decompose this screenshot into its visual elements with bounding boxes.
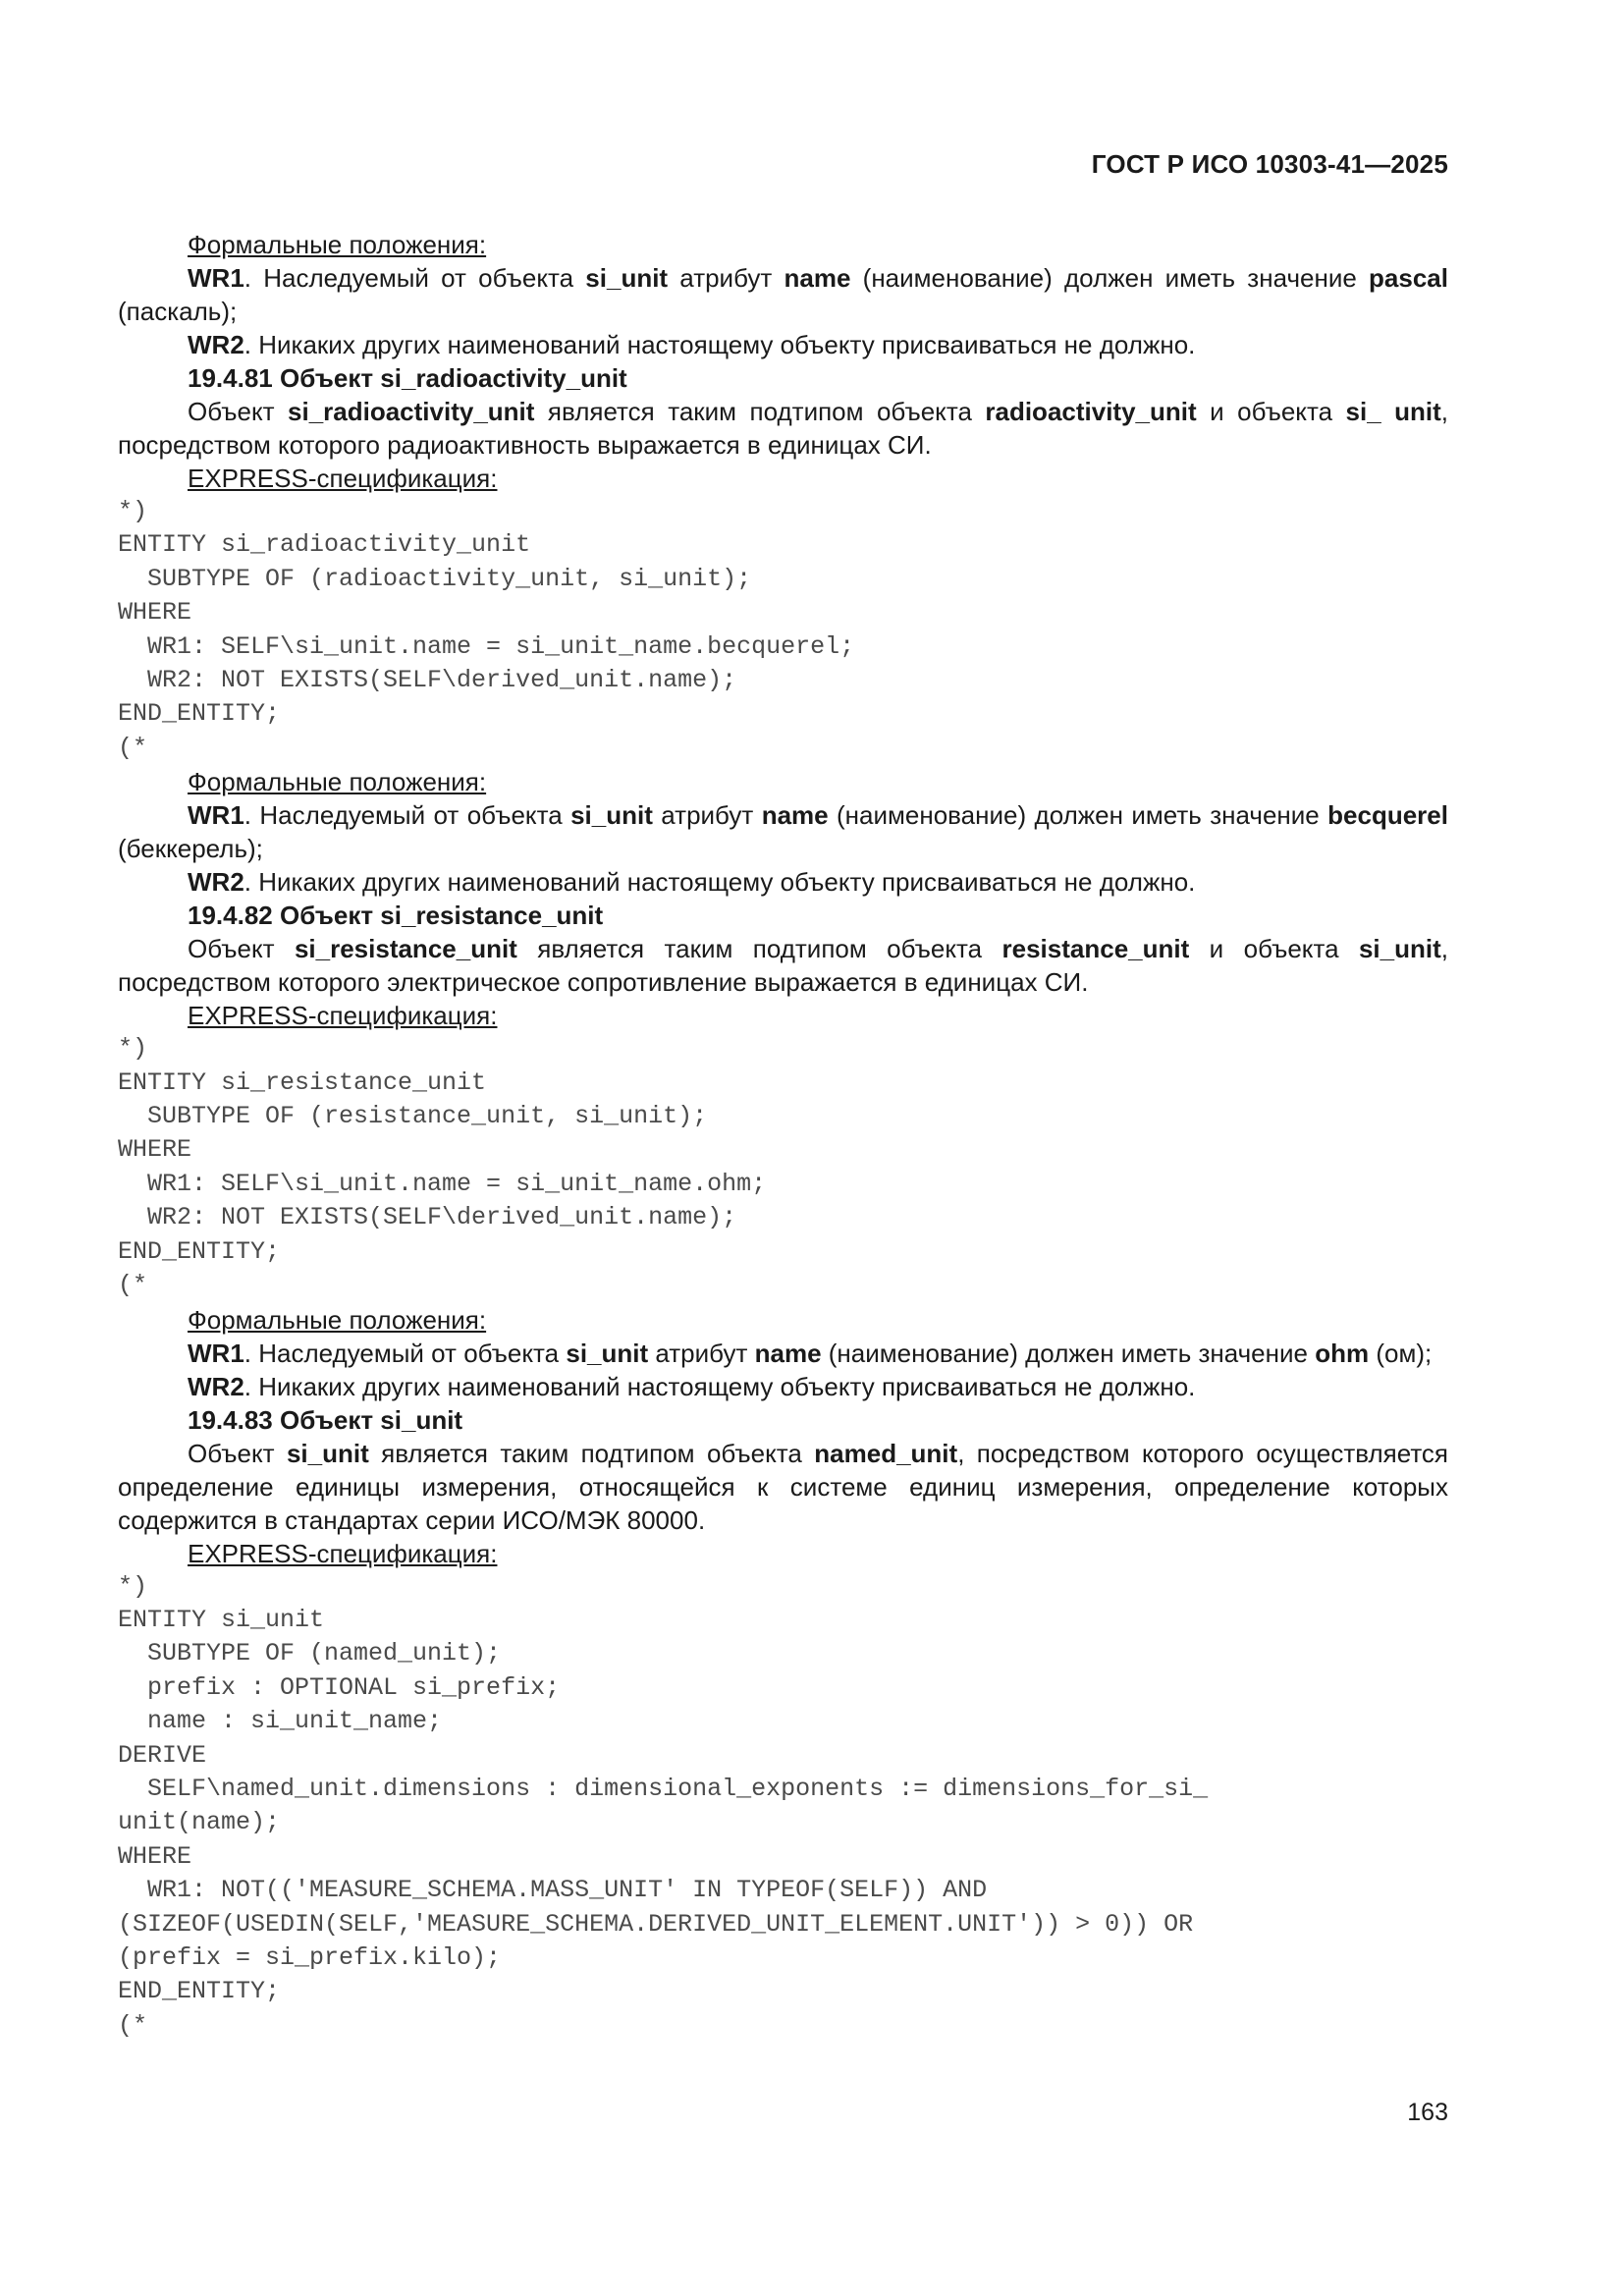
express-code-block: *) ENTITY si_resistance_unit SUBTYPE OF (resistance_unit, si_unit); WHERE WR1: SELF\si_unit.name = si_unit_name.ohm; WR2: NOT EXISTS(SELF\derived_unit.name); END_ENTITY; (* [118,1034,767,1300]
section-description: Объект si_resistance_unit является таким подтипом объекта resistance_unit и объекта si_unit, посредством которого электрическое сопротивление выражается в единицах СИ. [118,934,1448,998]
rule-wr1: WR1. Наследуемый от объекта si_unit атрибут name (наименование) должен иметь значение pascal (паскаль); [118,263,1448,326]
section-heading: 19.4.83 Объект si_unit [188,1404,463,1435]
rule-wr1: WR1. Наследуемый от объекта si_unit атрибут name (наименование) должен иметь значение ohm (ом); [188,1338,1433,1368]
express-spec-heading: EXPRESS-спецификация: [188,464,498,493]
section-heading: 19.4.81 Объект si_radioactivity_unit [188,363,627,393]
express-spec-heading: EXPRESS-спецификация: [188,1538,498,1568]
formal-provisions-heading: Формальные положения: [188,767,487,797]
section-description: Объект si_unit является таким подтипом объекта named_unit, посредством которого осуществляется определение единицы измерения, относящейся к системе единиц измерения, определение которых содержится в стандартах серии ИСО/МЭК 80000. [118,1438,1449,1535]
rule-wr2: WR2. Никаких других наименований настоящему объекту присваиваться не должно. [188,867,1196,898]
express-spec-heading: EXPRESS-спецификация: [188,1001,498,1031]
formal-provisions-heading: Формальные положения: [188,1304,487,1335]
rule-wr2: WR2. Никаких других наименований настоящему объекту присваиваться не должно. [188,330,1196,359]
rule-wr1: WR1. Наследуемый от объекта si_unit атрибут name (наименование) должен иметь значение becquerel (беккерель); [118,800,1448,864]
express-code-block: *) ENTITY si_unit SUBTYPE OF (named_unit); prefix : OPTIONAL si_prefix; name : si_unit_name; DERIVE SELF\named_unit.dimensions : dimensional_exponents := dimensions_for_si_ unit(name); WHERE WR1: NOT(('MEASURE_SCHEMA.MASS_UNIT' IN TYPEOF(SELF)) AND (SIZEOF(USEDIN(SELF,'MEASURE_SCHEMA.DERIVED_UNIT_ELEMENT.UNIT')) > 0)) OR (prefix = si_prefix.kilo); END_ENTITY; (* [118,1571,1209,2040]
express-code-block: *) ENTITY si_radioactivity_unit SUBTYPE OF (radioactivity_unit, si_unit); WHERE WR1: SELF\si_unit.name = si_unit_name.becquerel; WR2: NOT EXISTS(SELF\derived_unit.name); END_ENTITY; (* [118,497,855,762]
section-description: Объект si_radioactivity_unit является таким подтипом объекта radioactivity_unit и объекта si_ unit, посредством которого радиоактивность выражается в единицах СИ. [118,397,1449,460]
section-heading: 19.4.82 Объект si_resistance_unit [188,901,604,931]
formal-provisions-heading: Формальные положения: [188,230,487,259]
document-header: ГОСТ Р ИСО 10303-41—2025 [1091,149,1448,179]
rule-wr2: WR2. Никаких других наименований настоящему объекту присваиваться не должно. [188,1371,1196,1401]
page-content [118,228,1448,2043]
page-number: 163 [1407,2099,1448,2126]
